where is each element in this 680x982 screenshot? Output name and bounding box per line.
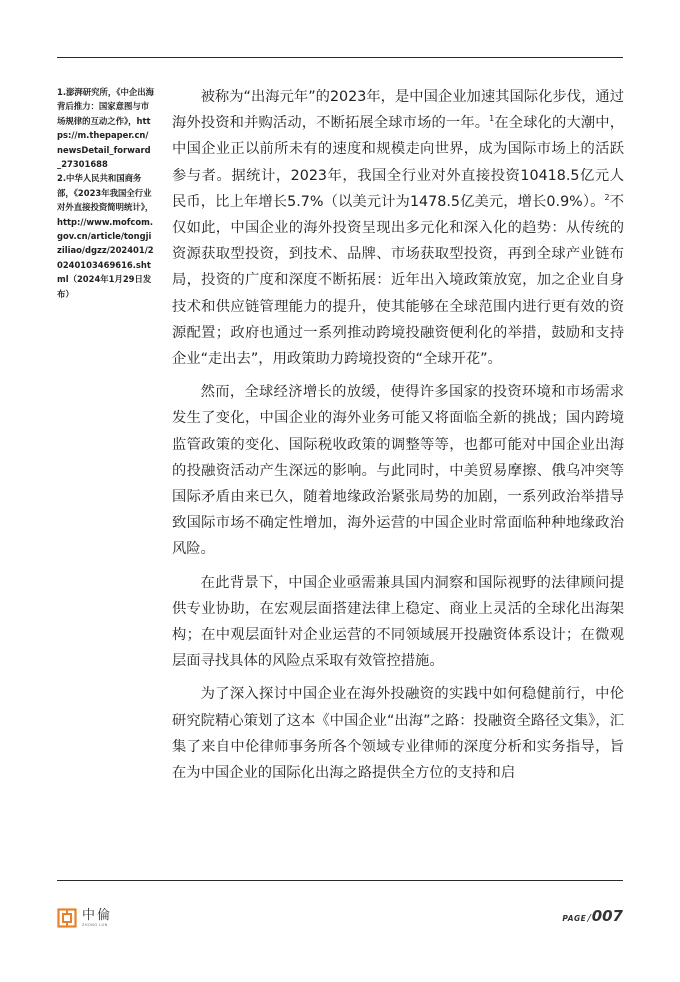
paragraph-1-part-2: 在全球化的大潮中，中国企业正以前所未有的速度和规模走向世界，成为国际市场上的活跃参与者。据统计，2023年，我国全行业对外直接投资10418.5亿元人民币，比上年增长5.7%（以美元计为1478.5亿美元，增长0.9%）。 — [172, 115, 625, 210]
footnotes-sidebar — [57, 85, 154, 301]
logo-english-text: ZHONG LUN — [82, 922, 108, 927]
paragraph-1-part-1: 被称为“出海元年”的2023年，是中国企业加速其国际化步伐，通过海外投资和并购活动，不断拓展全球市场的一年。 — [172, 89, 624, 132]
footnote-2: 2.中华人民共和国商务部，《2023年我国全行业对外直接投资简明统计》，http://www.mofcom.gov.cn/article/tongjiziliao/dgzz/202401/20240103469616.shtml（2024年1月29日发布） — [57, 173, 154, 299]
paragraph-4: 为了深入探讨中国企业在海外投融资的实践中如何稳健前行，中伦研究院精心策划了这本《中国企业“出海”之路：投融资全路径文集》，汇集了来自中伦律师事务所各个领域专业律师的深度分析和实务指导，旨在为中国企业的国际化出海之路提供全方位的支持和启 — [172, 686, 624, 782]
zhonglun-logo — [57, 906, 112, 930]
paragraph-1 — [172, 84, 624, 372]
zhonglun-logo-icon — [57, 908, 77, 928]
page-number — [562, 907, 623, 925]
paragraph-2: 然而，全球经济增长的放缓，使得许多国家的投资环境和市场需求发生了变化，中国企业的海外业务可能又将面临全新的挑战；国内跨境监管政策的变化、国际税收政策的调整等等，也都可能对中国企业出海的投融资活动产生深远的影响。与此同时，中美贸易摩擦、俄乌冲突等国际矛盾由来已久，随着地缘政治紧张局势的加剧，一系列政治举措导致国际市场不确定性增加，海外运营的中国企业时常面临种种地缘政治风险。 — [172, 384, 624, 558]
page-number-value: 007 — [591, 907, 623, 925]
paragraph-3: 在此背景下，中国企业亟需兼具国内洞察和国际视野的法律顾问提供专业协助，在宏观层面搭建法律上稳定、商业上灵活的全球化出海架构；在中观层面针对企业运营的不同领域展开投融资体系设计；在微观层面寻找具体的风险点采取有效管控措施。 — [172, 574, 624, 670]
logo-chinese-text: 中倫 — [82, 907, 113, 923]
top-rule — [57, 57, 623, 58]
footnote-ref-2[interactable]: 2 — [604, 193, 610, 203]
main-body-text — [172, 84, 624, 793]
bottom-rule — [57, 880, 623, 881]
footnote-ref-1[interactable]: 1 — [489, 114, 495, 124]
footnote-1: 1.澎湃研究所，《中企出海背后推力：国家意图与市场规律的互动之作》，https://m.thepaper.cn/newsDetail_forward_27301688 — [57, 87, 154, 170]
paragraph-1-part-3: 不仅如此，中国企业的海外投资呈现出多元化和深入化的趋势：从传统的资源获取型投资，到技术、品牌、市场获取型投资，再到全球产业链布局，投资的广度和深度不断拓展：近年出入境政策放宽，加之企业自身技术和供应链管理能力的提升，使其能够在全球范围内进行更有效的资源配置；政府也通过一系列推动跨境投融资便利化的举措，鼓励和支持企业“走出去”，用政策助力跨境投资的“全球开花”。 — [172, 193, 624, 368]
page-separator: / — [587, 913, 591, 924]
page-label: PAGE — [562, 914, 587, 923]
